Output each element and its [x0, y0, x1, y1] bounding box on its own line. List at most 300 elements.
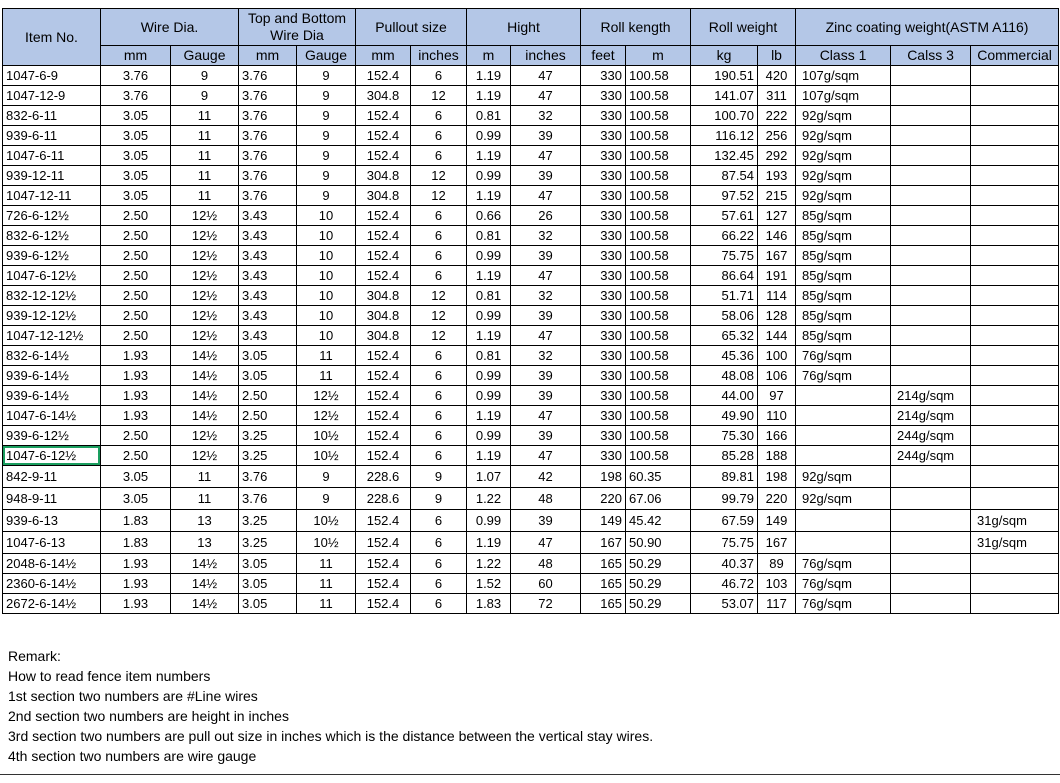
cell[interactable]: 10 — [297, 206, 356, 226]
cell[interactable]: 2048-6-14½ — [3, 554, 101, 574]
cell[interactable]: 152.4 — [356, 246, 411, 266]
cell[interactable]: 6 — [411, 346, 467, 366]
cell[interactable]: 330 — [581, 86, 626, 106]
cell[interactable]: 116.12 — [691, 126, 758, 146]
cell[interactable]: 9 — [297, 166, 356, 186]
cell[interactable]: 1047-6-13 — [3, 532, 101, 554]
col-subheader-commercial[interactable]: Commercial — [971, 46, 1059, 66]
cell[interactable]: 85g/sqm — [796, 266, 891, 286]
cell[interactable]: 45.36 — [691, 346, 758, 366]
cell[interactable]: 76g/sqm — [796, 554, 891, 574]
cell[interactable]: 44.00 — [691, 386, 758, 406]
cell[interactable]: 9 — [297, 466, 356, 488]
cell[interactable]: 6 — [411, 126, 467, 146]
cell[interactable]: 127 — [758, 206, 796, 226]
cell[interactable]: 0.99 — [467, 366, 511, 386]
cell[interactable]: 3.76 — [239, 66, 297, 86]
cell[interactable]: 1.19 — [467, 146, 511, 166]
cell[interactable] — [796, 406, 891, 426]
cell[interactable]: 66.22 — [691, 226, 758, 246]
col-group-zinc-coating[interactable]: Zinc coating weight(ASTM A116) — [796, 9, 1059, 46]
cell[interactable]: 39 — [511, 426, 581, 446]
cell[interactable]: 304.8 — [356, 86, 411, 106]
cell[interactable]: 6 — [411, 554, 467, 574]
cell[interactable]: 31g/sqm — [971, 510, 1059, 532]
cell[interactable]: 100.58 — [626, 146, 691, 166]
cell[interactable]: 14½ — [171, 594, 239, 614]
cell[interactable]: 87.54 — [691, 166, 758, 186]
cell[interactable]: 45.42 — [626, 510, 691, 532]
cell[interactable] — [971, 206, 1059, 226]
cell[interactable]: 3.76 — [239, 126, 297, 146]
cell[interactable]: 103 — [758, 574, 796, 594]
cell[interactable]: 6 — [411, 406, 467, 426]
cell[interactable]: 60.35 — [626, 466, 691, 488]
cell[interactable]: 220 — [758, 488, 796, 510]
cell[interactable]: 26 — [511, 206, 581, 226]
cell[interactable]: 100.58 — [626, 406, 691, 426]
cell[interactable]: 0.99 — [467, 126, 511, 146]
cell[interactable]: 3.05 — [101, 186, 171, 206]
cell[interactable]: 32 — [511, 346, 581, 366]
cell[interactable]: 1.07 — [467, 466, 511, 488]
cell[interactable]: 97.52 — [691, 186, 758, 206]
cell[interactable]: 214g/sqm — [891, 406, 971, 426]
cell[interactable]: 0.99 — [467, 510, 511, 532]
col-group-pullout-size[interactable]: Pullout size — [356, 9, 467, 46]
cell[interactable]: 3.05 — [101, 488, 171, 510]
cell[interactable]: 144 — [758, 326, 796, 346]
cell[interactable]: 0.99 — [467, 386, 511, 406]
cell[interactable] — [891, 554, 971, 574]
cell[interactable]: 11 — [171, 126, 239, 146]
cell[interactable]: 330 — [581, 126, 626, 146]
cell[interactable]: 304.8 — [356, 186, 411, 206]
cell[interactable] — [971, 594, 1059, 614]
cell[interactable] — [971, 226, 1059, 246]
cell[interactable]: 228.6 — [356, 488, 411, 510]
cell[interactable]: 47 — [511, 266, 581, 286]
cell[interactable] — [971, 446, 1059, 466]
cell[interactable]: 3.05 — [101, 146, 171, 166]
cell[interactable]: 114 — [758, 286, 796, 306]
cell[interactable]: 3.05 — [101, 106, 171, 126]
cell[interactable]: 100.58 — [626, 186, 691, 206]
cell[interactable]: 948-9-11 — [3, 488, 101, 510]
cell[interactable]: 60 — [511, 574, 581, 594]
cell[interactable]: 3.76 — [239, 186, 297, 206]
col-subheader-weight-kg[interactable]: kg — [691, 46, 758, 66]
cell[interactable]: 12½ — [171, 266, 239, 286]
cell[interactable]: 1.93 — [101, 594, 171, 614]
cell[interactable]: 11 — [297, 554, 356, 574]
cell[interactable]: 3.76 — [239, 166, 297, 186]
cell[interactable]: 228.6 — [356, 466, 411, 488]
cell[interactable]: 6 — [411, 146, 467, 166]
cell[interactable]: 65.32 — [691, 326, 758, 346]
cell[interactable] — [796, 510, 891, 532]
cell[interactable]: 6 — [411, 532, 467, 554]
cell[interactable]: 3.25 — [239, 510, 297, 532]
cell[interactable]: 330 — [581, 286, 626, 306]
cell[interactable]: 97 — [758, 386, 796, 406]
cell[interactable]: 76g/sqm — [796, 366, 891, 386]
cell[interactable]: 10 — [297, 226, 356, 246]
cell[interactable]: 191 — [758, 266, 796, 286]
cell[interactable]: 100.58 — [626, 166, 691, 186]
cell[interactable]: 152.4 — [356, 532, 411, 554]
cell[interactable]: 3.76 — [101, 66, 171, 86]
cell[interactable]: 152.4 — [356, 226, 411, 246]
cell[interactable]: 3.05 — [239, 574, 297, 594]
cell[interactable]: 939-12-11 — [3, 166, 101, 186]
cell[interactable]: 0.66 — [467, 206, 511, 226]
cell[interactable]: 1.19 — [467, 266, 511, 286]
cell[interactable]: 12½ — [171, 246, 239, 266]
cell[interactable]: 100.58 — [626, 266, 691, 286]
cell[interactable]: 2360-6-14½ — [3, 574, 101, 594]
cell[interactable]: 1.19 — [467, 406, 511, 426]
cell[interactable]: 10½ — [297, 532, 356, 554]
cell[interactable]: 304.8 — [356, 166, 411, 186]
cell[interactable] — [971, 306, 1059, 326]
cell[interactable]: 32 — [511, 286, 581, 306]
cell[interactable]: 330 — [581, 246, 626, 266]
cell[interactable] — [891, 326, 971, 346]
cell[interactable]: 2.50 — [101, 246, 171, 266]
cell[interactable]: 3.43 — [239, 226, 297, 246]
cell[interactable]: 85g/sqm — [796, 206, 891, 226]
cell[interactable] — [891, 346, 971, 366]
cell[interactable]: 2.50 — [101, 266, 171, 286]
cell[interactable]: 152.4 — [356, 146, 411, 166]
cell[interactable]: 939-6-12½ — [3, 426, 101, 446]
cell[interactable]: 47 — [511, 446, 581, 466]
cell[interactable]: 76g/sqm — [796, 346, 891, 366]
cell[interactable]: 330 — [581, 326, 626, 346]
cell[interactable]: 9 — [171, 66, 239, 86]
cell[interactable]: 3.76 — [239, 86, 297, 106]
cell[interactable] — [891, 286, 971, 306]
cell[interactable] — [971, 66, 1059, 86]
cell[interactable]: 215 — [758, 186, 796, 206]
col-subheader-wire-mm[interactable]: mm — [101, 46, 171, 66]
cell[interactable]: 12 — [411, 166, 467, 186]
col-subheader-pullout-inches[interactable]: inches — [411, 46, 467, 66]
cell[interactable]: 11 — [297, 366, 356, 386]
cell[interactable]: 85g/sqm — [796, 326, 891, 346]
cell[interactable]: 12½ — [297, 386, 356, 406]
cell[interactable]: 11 — [297, 346, 356, 366]
cell[interactable]: 244g/sqm — [891, 446, 971, 466]
col-group-top-bottom-wire-dia[interactable]: Top and Bottom Wire Dia — [239, 9, 356, 46]
cell[interactable]: 0.99 — [467, 426, 511, 446]
cell[interactable] — [971, 366, 1059, 386]
cell[interactable]: 9 — [411, 466, 467, 488]
cell[interactable]: 1.19 — [467, 532, 511, 554]
cell[interactable]: 50.29 — [626, 574, 691, 594]
cell[interactable]: 14½ — [171, 386, 239, 406]
cell[interactable]: 165 — [581, 554, 626, 574]
col-subheader-weight-lb[interactable]: lb — [758, 46, 796, 66]
cell[interactable]: 1047-12-11 — [3, 186, 101, 206]
cell[interactable]: 2672-6-14½ — [3, 594, 101, 614]
cell[interactable] — [971, 106, 1059, 126]
cell[interactable] — [891, 86, 971, 106]
cell[interactable]: 92g/sqm — [796, 106, 891, 126]
cell[interactable]: 3.43 — [239, 206, 297, 226]
cell[interactable] — [971, 466, 1059, 488]
cell[interactable]: 12 — [411, 286, 467, 306]
cell[interactable]: 1.93 — [101, 366, 171, 386]
cell[interactable]: 75.30 — [691, 426, 758, 446]
cell[interactable]: 152.4 — [356, 426, 411, 446]
cell[interactable]: 99.79 — [691, 488, 758, 510]
cell[interactable]: 1.83 — [467, 594, 511, 614]
cell[interactable]: 198 — [581, 466, 626, 488]
cell[interactable]: 214g/sqm — [891, 386, 971, 406]
cell[interactable]: 92g/sqm — [796, 466, 891, 488]
cell[interactable] — [891, 466, 971, 488]
cell[interactable]: 11 — [171, 146, 239, 166]
cell[interactable]: 2.50 — [101, 306, 171, 326]
cell[interactable]: 6 — [411, 206, 467, 226]
cell[interactable]: 12½ — [171, 446, 239, 466]
col-subheader-class3[interactable]: Calss 3 — [891, 46, 971, 66]
cell[interactable] — [971, 266, 1059, 286]
cell[interactable]: 6 — [411, 426, 467, 446]
cell[interactable] — [971, 86, 1059, 106]
cell[interactable] — [971, 246, 1059, 266]
cell[interactable]: 51.71 — [691, 286, 758, 306]
cell[interactable]: 1.19 — [467, 326, 511, 346]
cell[interactable]: 152.4 — [356, 206, 411, 226]
cell[interactable]: 6 — [411, 266, 467, 286]
cell[interactable]: 3.76 — [239, 106, 297, 126]
cell[interactable]: 50.29 — [626, 554, 691, 574]
cell[interactable]: 11 — [297, 574, 356, 594]
cell[interactable]: 330 — [581, 226, 626, 246]
cell[interactable]: 330 — [581, 146, 626, 166]
cell[interactable]: 1.83 — [101, 532, 171, 554]
cell[interactable]: 2.50 — [101, 206, 171, 226]
cell[interactable]: 3.05 — [101, 166, 171, 186]
col-header-item-no[interactable]: Item No. — [3, 9, 101, 66]
cell[interactable]: 152.4 — [356, 366, 411, 386]
cell[interactable]: 85g/sqm — [796, 286, 891, 306]
cell[interactable]: 330 — [581, 206, 626, 226]
cell[interactable]: 6 — [411, 366, 467, 386]
cell[interactable]: 330 — [581, 166, 626, 186]
cell[interactable]: 48.08 — [691, 366, 758, 386]
cell[interactable]: 420 — [758, 66, 796, 86]
col-subheader-tb-gauge[interactable]: Gauge — [297, 46, 356, 66]
cell[interactable]: 198 — [758, 466, 796, 488]
cell[interactable]: 3.25 — [239, 426, 297, 446]
col-group-roll-length[interactable]: Roll kength — [581, 9, 691, 46]
cell[interactable]: 10 — [297, 246, 356, 266]
cell[interactable] — [971, 346, 1059, 366]
cell[interactable]: 100.58 — [626, 286, 691, 306]
cell[interactable]: 67.59 — [691, 510, 758, 532]
col-group-wire-dia[interactable]: Wire Dia. — [101, 9, 239, 46]
cell[interactable]: 832-6-14½ — [3, 346, 101, 366]
cell[interactable]: 6 — [411, 226, 467, 246]
cell[interactable]: 92g/sqm — [796, 146, 891, 166]
cell[interactable]: 12½ — [171, 426, 239, 446]
cell[interactable]: 76g/sqm — [796, 574, 891, 594]
cell[interactable]: 1.19 — [467, 186, 511, 206]
cell[interactable]: 100.58 — [626, 346, 691, 366]
cell[interactable]: 149 — [758, 510, 796, 532]
cell[interactable]: 0.81 — [467, 346, 511, 366]
cell[interactable]: 939-6-11 — [3, 126, 101, 146]
cell[interactable] — [891, 510, 971, 532]
cell[interactable]: 12 — [411, 186, 467, 206]
cell[interactable]: 939-6-12½ — [3, 246, 101, 266]
cell[interactable]: 330 — [581, 446, 626, 466]
cell[interactable] — [891, 246, 971, 266]
cell[interactable]: 100.58 — [626, 206, 691, 226]
cell[interactable]: 2.50 — [101, 426, 171, 446]
cell[interactable] — [971, 406, 1059, 426]
cell[interactable]: 0.99 — [467, 166, 511, 186]
cell[interactable]: 2.50 — [101, 286, 171, 306]
cell[interactable]: 10 — [297, 306, 356, 326]
cell[interactable]: 2.50 — [101, 446, 171, 466]
cell[interactable]: 220 — [581, 488, 626, 510]
cell[interactable]: 149 — [581, 510, 626, 532]
cell[interactable]: 47 — [511, 186, 581, 206]
cell[interactable] — [796, 532, 891, 554]
cell[interactable]: 330 — [581, 186, 626, 206]
cell[interactable] — [891, 226, 971, 246]
cell[interactable]: 9 — [297, 186, 356, 206]
cell[interactable]: 141.07 — [691, 86, 758, 106]
cell[interactable]: 0.99 — [467, 306, 511, 326]
cell[interactable]: 46.72 — [691, 574, 758, 594]
cell[interactable]: 3.76 — [239, 466, 297, 488]
cell[interactable]: 256 — [758, 126, 796, 146]
cell[interactable]: 3.05 — [239, 366, 297, 386]
cell[interactable]: 2.50 — [239, 406, 297, 426]
cell[interactable]: 39 — [511, 366, 581, 386]
cell[interactable]: 9 — [171, 86, 239, 106]
cell[interactable]: 3.05 — [239, 346, 297, 366]
col-subheader-height-inches[interactable]: inches — [511, 46, 581, 66]
cell[interactable] — [971, 488, 1059, 510]
col-subheader-pullout-mm[interactable]: mm — [356, 46, 411, 66]
cell[interactable]: 939-12-12½ — [3, 306, 101, 326]
cell[interactable] — [971, 126, 1059, 146]
cell[interactable]: 1047-6-9 — [3, 66, 101, 86]
cell[interactable]: 152.4 — [356, 406, 411, 426]
cell[interactable]: 128 — [758, 306, 796, 326]
cell[interactable]: 152.4 — [356, 594, 411, 614]
cell[interactable]: 106 — [758, 366, 796, 386]
cell[interactable]: 9 — [297, 86, 356, 106]
cell[interactable] — [971, 166, 1059, 186]
cell[interactable]: 132.45 — [691, 146, 758, 166]
cell[interactable]: 939-6-14½ — [3, 366, 101, 386]
cell[interactable]: 152.4 — [356, 66, 411, 86]
cell[interactable]: 304.8 — [356, 306, 411, 326]
cell[interactable] — [971, 426, 1059, 446]
col-subheader-length-m[interactable]: m — [626, 46, 691, 66]
cell[interactable]: 165 — [581, 594, 626, 614]
cell[interactable]: 47 — [511, 406, 581, 426]
cell[interactable]: 6 — [411, 574, 467, 594]
cell[interactable]: 11 — [171, 186, 239, 206]
cell[interactable]: 39 — [511, 386, 581, 406]
cell[interactable] — [971, 574, 1059, 594]
cell[interactable]: 100.58 — [626, 246, 691, 266]
cell[interactable]: 100.58 — [626, 106, 691, 126]
cell[interactable]: 14½ — [171, 406, 239, 426]
cell[interactable]: 39 — [511, 126, 581, 146]
cell[interactable]: 146 — [758, 226, 796, 246]
cell[interactable]: 31g/sqm — [971, 532, 1059, 554]
cell[interactable] — [971, 386, 1059, 406]
cell[interactable]: 166 — [758, 426, 796, 446]
cell[interactable]: 50.29 — [626, 594, 691, 614]
cell[interactable]: 47 — [511, 146, 581, 166]
cell[interactable] — [891, 106, 971, 126]
cell[interactable]: 3.43 — [239, 326, 297, 346]
cell[interactable]: 0.81 — [467, 286, 511, 306]
cell[interactable]: 92g/sqm — [796, 186, 891, 206]
cell[interactable]: 100.70 — [691, 106, 758, 126]
cell[interactable] — [891, 532, 971, 554]
cell[interactable]: 9 — [297, 488, 356, 510]
cell[interactable]: 75.75 — [691, 246, 758, 266]
cell[interactable]: 832-12-12½ — [3, 286, 101, 306]
cell[interactable]: 165 — [581, 574, 626, 594]
cell[interactable]: 6 — [411, 106, 467, 126]
cell[interactable]: 2.50 — [101, 326, 171, 346]
cell[interactable]: 726-6-12½ — [3, 206, 101, 226]
cell[interactable]: 330 — [581, 106, 626, 126]
cell[interactable]: 39 — [511, 246, 581, 266]
cell[interactable]: 9 — [297, 106, 356, 126]
cell[interactable]: 832-6-12½ — [3, 226, 101, 246]
cell[interactable]: 3.05 — [239, 594, 297, 614]
cell[interactable]: 14½ — [171, 574, 239, 594]
cell[interactable]: 12 — [411, 306, 467, 326]
cell[interactable]: 58.06 — [691, 306, 758, 326]
cell[interactable]: 6 — [411, 446, 467, 466]
cell[interactable]: 6 — [411, 594, 467, 614]
cell[interactable]: 330 — [581, 66, 626, 86]
cell[interactable] — [891, 488, 971, 510]
cell[interactable]: 292 — [758, 146, 796, 166]
cell[interactable]: 1.22 — [467, 488, 511, 510]
cell[interactable]: 1.93 — [101, 574, 171, 594]
cell[interactable]: 11 — [171, 488, 239, 510]
cell[interactable]: 100.58 — [626, 386, 691, 406]
cell[interactable]: 330 — [581, 266, 626, 286]
cell[interactable]: 3.43 — [239, 306, 297, 326]
cell[interactable]: 107g/sqm — [796, 66, 891, 86]
cell[interactable]: 1.83 — [101, 510, 171, 532]
cell[interactable]: 100.58 — [626, 86, 691, 106]
cell[interactable]: 6 — [411, 66, 467, 86]
cell[interactable]: 42 — [511, 466, 581, 488]
col-subheader-wire-gauge[interactable]: Gauge — [171, 46, 239, 66]
cell[interactable]: 12½ — [297, 406, 356, 426]
cell[interactable]: 13 — [171, 510, 239, 532]
cell[interactable]: 39 — [511, 510, 581, 532]
